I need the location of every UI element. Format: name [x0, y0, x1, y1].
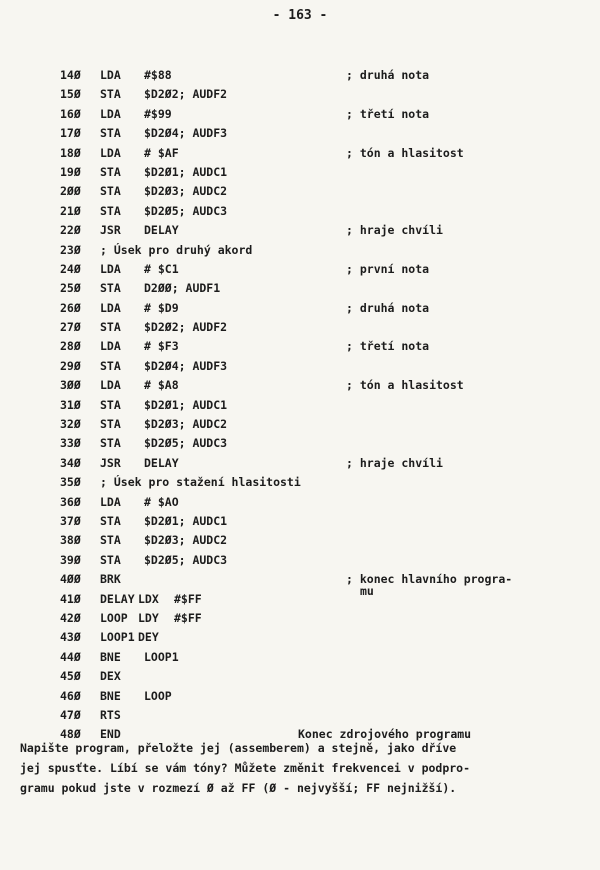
opcode: STA — [100, 87, 121, 102]
code-line — [60, 163, 600, 182]
line-number: 28Ø — [60, 339, 81, 354]
comment-continuation: mu — [360, 584, 374, 599]
opcode: STA — [100, 552, 121, 567]
line-number: 38Ø — [60, 533, 81, 548]
line-number: 36Ø — [60, 494, 81, 509]
code-line — [60, 473, 600, 492]
operand: $D2Ø1; AUDC1 — [144, 164, 228, 179]
operand: LOOP — [144, 688, 172, 703]
line-number: 35Ø — [60, 475, 81, 490]
instruction-paragraph — [20, 738, 580, 798]
line-number: 44Ø — [60, 649, 81, 664]
opcode: LDX — [138, 591, 159, 606]
comment-text: ; konec hlavního progra- — [346, 572, 513, 587]
page-number: - 163 - — [272, 8, 328, 23]
code-label: LOOP1 — [100, 630, 135, 645]
operand: $D2Ø2; AUDF2 — [144, 87, 228, 102]
line-number: 48Ø — [60, 727, 81, 742]
code-label: DELAY — [100, 591, 135, 606]
code-line — [60, 706, 600, 725]
comment-text: ; druhá nota — [346, 300, 430, 315]
code-label: LOOP — [100, 610, 128, 625]
operand: $D2Ø3; AUDC2 — [144, 533, 228, 548]
code-line — [60, 221, 600, 240]
line-number: 33Ø — [60, 436, 81, 451]
code-line — [60, 202, 600, 221]
operand: $D2Ø4; AUDF3 — [144, 358, 228, 373]
line-number: 22Ø — [60, 223, 81, 238]
line-number: 3ØØ — [60, 378, 81, 393]
line-number: 16Ø — [60, 106, 81, 121]
operand: $D2Ø1; AUDC1 — [144, 513, 228, 528]
paragraph-line: gramu pokud jste v rozmezí Ø až FF (Ø - nejvyšší; FF nejnižší). — [20, 781, 457, 795]
operand: # $A8 — [144, 378, 179, 393]
opcode: LDA — [100, 494, 121, 509]
line-number: 27Ø — [60, 320, 81, 335]
operand: # $C1 — [144, 261, 179, 276]
code-line — [60, 124, 600, 143]
opcode: STA — [100, 164, 121, 179]
opcode: END — [100, 727, 121, 742]
code-line — [60, 512, 600, 531]
line-number: 19Ø — [60, 164, 81, 179]
line-number: 42Ø — [60, 610, 81, 625]
opcode: STA — [100, 281, 121, 296]
line-number: 18Ø — [60, 145, 81, 160]
line-number: 34Ø — [60, 455, 81, 470]
paragraph-line: jej spusťte. Líbí se vám tóny? Můžete změnit frekvencei v podpro- — [20, 761, 471, 775]
line-number: 14Ø — [60, 68, 81, 82]
line-number: 32Ø — [60, 417, 81, 432]
paragraph-line: Napište program, přeložte jej (assemberem) a stejně, jako dříve — [20, 741, 457, 755]
opcode: LDA — [100, 261, 121, 276]
line-number: 46Ø — [60, 688, 81, 703]
code-line — [60, 454, 600, 473]
opcode: DEX — [100, 669, 121, 684]
opcode: BRK — [100, 572, 121, 587]
opcode: BNE — [100, 688, 121, 703]
comment-text: ; hraje chvíli — [346, 223, 443, 238]
comment-text: ; hraje chvíli — [346, 455, 443, 470]
code-line — [60, 182, 600, 201]
line-number: 17Ø — [60, 126, 81, 141]
opcode: STA — [100, 436, 121, 451]
opcode: STA — [100, 126, 121, 141]
line-number: 26Ø — [60, 300, 81, 315]
code-line — [60, 687, 600, 706]
line-number: 24Ø — [60, 261, 81, 276]
opcode: STA — [100, 358, 121, 373]
line-number: 45Ø — [60, 669, 81, 684]
code-line — [60, 144, 600, 163]
remark-text: ; Úsek pro stažení hlasitosti — [100, 475, 301, 490]
code-line — [60, 105, 600, 124]
operand: $D2Ø2; AUDF2 — [144, 320, 228, 335]
code-line — [60, 66, 600, 85]
operand: # $AF — [144, 145, 179, 160]
line-number: 25Ø — [60, 281, 81, 296]
operand: # $F3 — [144, 339, 179, 354]
opcode: LDA — [100, 339, 121, 354]
opcode: JSR — [100, 223, 121, 238]
comment-text: ; třetí nota — [346, 339, 430, 354]
operand: #$88 — [144, 68, 172, 82]
opcode: LDY — [138, 610, 159, 625]
line-number: 31Ø — [60, 397, 81, 412]
code-line — [60, 376, 600, 395]
opcode: STA — [100, 184, 121, 199]
line-number: 41Ø — [60, 591, 81, 606]
code-line — [60, 590, 600, 609]
assembly-listing — [60, 66, 600, 745]
operand: $D2Ø3; AUDC2 — [144, 184, 228, 199]
opcode: STA — [100, 513, 121, 528]
operand: $D2Ø3; AUDC2 — [144, 417, 228, 432]
code-line — [60, 357, 600, 376]
code-line — [60, 85, 600, 104]
line-number: 4ØØ — [60, 572, 81, 587]
code-line — [60, 415, 600, 434]
opcode: JSR — [100, 455, 121, 470]
code-line — [60, 434, 600, 453]
operand: LOOP1 — [144, 649, 179, 664]
code-line — [60, 493, 600, 512]
operand: $D2Ø5; AUDC3 — [144, 436, 228, 451]
comment-text: ; tón a hlasitost — [346, 145, 464, 160]
operand: D2ØØ; AUDF1 — [144, 281, 221, 296]
operand: #$FF — [174, 591, 202, 606]
line-number: 23Ø — [60, 242, 81, 257]
opcode: LDA — [100, 68, 121, 82]
line-number: 15Ø — [60, 87, 81, 102]
code-line — [60, 241, 600, 260]
code-line — [60, 279, 600, 298]
code-line — [60, 396, 600, 415]
opcode: STA — [100, 203, 121, 218]
operand: DELAY — [144, 455, 179, 470]
code-line — [60, 648, 600, 667]
operand: $D2Ø4; AUDF3 — [144, 126, 228, 141]
opcode: STA — [100, 417, 121, 432]
line-number: 43Ø — [60, 630, 81, 645]
operand: $D2Ø1; AUDC1 — [144, 397, 228, 412]
opcode: DEY — [138, 630, 159, 645]
comment-text: ; první nota — [346, 261, 430, 276]
opcode: STA — [100, 397, 121, 412]
opcode: BNE — [100, 649, 121, 664]
code-line — [60, 260, 600, 279]
comment-text: ; tón a hlasitost — [346, 378, 464, 393]
line-number: 2ØØ — [60, 184, 81, 199]
operand: DELAY — [144, 223, 179, 238]
opcode: LDA — [100, 300, 121, 315]
operand: # $D9 — [144, 300, 179, 315]
line-number: 29Ø — [60, 358, 81, 373]
line-number: 39Ø — [60, 552, 81, 567]
code-line — [60, 337, 600, 356]
operand: #$99 — [144, 106, 172, 121]
code-line — [60, 609, 600, 628]
operand: $D2Ø5; AUDC3 — [144, 552, 228, 567]
operand: #$FF — [174, 610, 202, 625]
line-number: 47Ø — [60, 707, 81, 722]
operand: # $AO — [144, 494, 179, 509]
line-number: 21Ø — [60, 203, 81, 218]
opcode: LDA — [100, 378, 121, 393]
opcode: STA — [100, 533, 121, 548]
code-line — [60, 299, 600, 318]
comment-text: ; třetí nota — [346, 106, 430, 121]
code-line — [60, 531, 600, 550]
code-line — [60, 318, 600, 337]
code-line — [60, 667, 600, 686]
line-number: 37Ø — [60, 513, 81, 528]
opcode: RTS — [100, 707, 121, 722]
opcode: LDA — [100, 145, 121, 160]
comment-text: ; druhá nota — [346, 68, 430, 82]
remark-text: ; Úsek pro druhý akord — [100, 242, 253, 257]
code-line — [60, 628, 600, 647]
opcode: LDA — [100, 106, 121, 121]
opcode: STA — [100, 320, 121, 335]
code-line — [60, 551, 600, 570]
end-note: Konec zdrojového programu — [298, 727, 472, 742]
operand: $D2Ø5; AUDC3 — [144, 203, 228, 218]
